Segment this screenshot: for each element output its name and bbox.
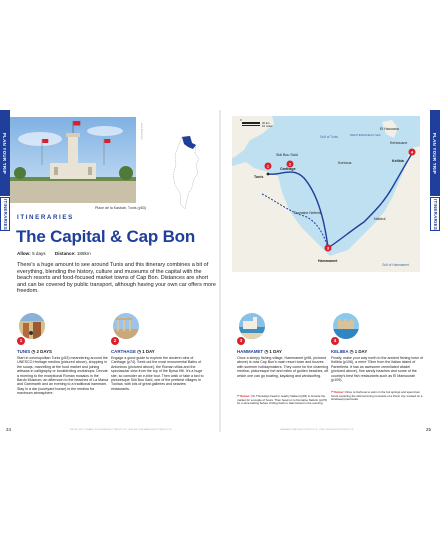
photo-credit-text: SHUTTERSTOCK	[140, 123, 142, 140]
map-town-label: Korbous	[338, 161, 352, 165]
stop-3-heading	[237, 349, 282, 355]
detour-text: Drive to Korbous to swim in the hot springs and spend two hours exploring the wild surviving remnants of a Punic city, located on a windswept peninsula.	[331, 390, 423, 401]
hero-caption: Place de la Kasbah, Tunis (p53)	[95, 206, 146, 210]
stop-name: TUNIS	[17, 349, 31, 354]
distance-value: 188km	[76, 251, 91, 256]
stop-3-body: Once a sleepy fishing village, Hammamet (p96, pictured above) is now Cap Bon's main resort town and buzzes with summer holidaymakers. They come for the charming medina, picturesque fort and miles of golden beaches, off which one can go boating, kayaking and windsurfing.	[237, 356, 329, 378]
map-town-label: Nabeul	[374, 217, 386, 221]
stop-3-detour	[237, 395, 329, 406]
map-water-label: MEDITERRANEAN SEA	[350, 133, 381, 137]
side-tab-plan-your-trip-right	[430, 110, 440, 196]
stop-2-body: Engage a good guide to explore the ancient ruins of Carthage (p74). Seek out the most monumental Baths of Antoninus (pictured above), the Roman villas and the spectacular view from the top of the Byrsa Hill. It's a huge site, so consider an e-bike tour. Then walk or take a taxi to picturesque Sidi Bou Saïd, one of the prettiest villages in Tunisia, with lots of great galleries and seaview restaurants.	[111, 356, 204, 391]
map-stop-marker: 2	[288, 161, 292, 167]
map-stop-marker: 4	[410, 149, 414, 155]
map-town-label: Hammamet	[318, 259, 338, 263]
hammamet-photo	[239, 313, 265, 339]
tunisia-locator-map	[168, 135, 204, 213]
hero-photo	[10, 117, 136, 203]
stop-duration: 1 DAY	[142, 349, 155, 354]
side-tab-itineraries-right	[430, 197, 440, 231]
section-eyebrow: ITINERARIES	[17, 214, 74, 221]
map-scale-zero: 0	[240, 118, 242, 122]
page-title: The Capital & Cap Bon	[16, 227, 196, 246]
stop-number: 3	[239, 338, 243, 343]
map-town-label: Domaine Neferis	[294, 211, 321, 215]
side-tab-itineraries	[0, 197, 10, 231]
clock-icon: ◷	[349, 349, 354, 354]
stop-1-pin	[17, 337, 25, 345]
stop-1-heading	[17, 349, 52, 355]
map-scale-mi: 10 miles	[262, 124, 273, 128]
map-town-label: Kelibia	[392, 159, 404, 163]
stop-4-detour	[331, 391, 425, 402]
clock-icon: ◷	[31, 349, 36, 354]
side-tab-label: PLAN YOUR TRIP	[432, 132, 438, 174]
kelibia-photo	[333, 313, 359, 339]
stop-duration: 2 DAYS	[36, 349, 52, 354]
book-spine	[219, 110, 221, 432]
stop-name: KELIBIA	[331, 349, 349, 354]
detour-label: Detour:	[334, 390, 345, 394]
footer-credits-left: FROM LEFT: FRANK FISCHER/SHUTTERSTOCK; NIKLAS SCHWARZ/SHUTTERSTOCK	[70, 429, 172, 431]
side-tab-label: ITINERARIES	[3, 198, 9, 230]
stop-4-heading	[331, 349, 367, 355]
page-number-right: 25	[426, 427, 431, 432]
detour-icon: ↶	[237, 394, 240, 398]
stop-3-pin	[237, 337, 245, 345]
side-tab-label: ITINERARIES	[433, 198, 439, 230]
distance-label: Distance:	[54, 251, 76, 256]
stop-4-body: Finally, make your way north to the ancient fishing town of Kelibia (p106), a mere 70km from the Italian island of Pantelleria. It has an awesome crenellated citadel (pictured above), fine sandy beaches and some of the country's best fish restaurants such as El Mansourah (p109).	[331, 356, 424, 383]
route-map	[232, 116, 420, 272]
map-town-label: Carthage	[280, 167, 296, 171]
stop-number: 4	[333, 338, 337, 343]
side-tab-label: PLAN YOUR TRIP	[2, 132, 8, 174]
stop-4-pin	[331, 337, 339, 345]
stop-2-heading	[111, 349, 155, 355]
map-town-label: Kerkouane	[390, 141, 408, 145]
clock-icon: ◷	[264, 349, 269, 354]
map-stop-marker: 3	[326, 245, 330, 251]
carthage-photo	[113, 313, 139, 339]
allow-value: 5 days	[32, 251, 46, 256]
map-scale-km: 20 km	[262, 121, 270, 125]
stop-number: 2	[113, 338, 117, 343]
stop-duration: 1 DAY	[354, 349, 368, 354]
stop-number: 1	[19, 338, 23, 343]
page-number-left: 24	[6, 427, 11, 432]
side-tab-plan-your-trip	[0, 110, 10, 196]
stop-1-body: Start in cosmopolitan Tunis (p53) meandering around the UNESCO Heritage medina (pictured above), shopping in the souqs, marvelling at the food market and joining artisans in calligraphy or bookbinding workshops. Devote a morning to the exceptional Roman mosaics in the Bardo Museum; an afternoon to the beaches of La Marsa and Gammarth and an evening to a traditional hammam. Stay in a dar (courtyard house) in the medina for maximum atmosphere.	[17, 356, 109, 396]
detour-text: On Thursdays head to nearby Nabeul (p93) to browse the market for a couple of hours. Then head on to Domaine Neferis (p170) for a wine-tasting before circling back to Hammamet in the evening.	[237, 394, 328, 405]
clock-icon: ◷	[137, 349, 141, 354]
map-town-label: Tunis	[254, 175, 264, 179]
photo-credit	[138, 123, 142, 153]
tunis-photo	[19, 313, 45, 339]
allow-label: Allow:	[17, 251, 31, 256]
map-water-label: Gulf of Hammamet	[382, 263, 409, 267]
detour-icon: ↶	[331, 390, 334, 394]
stop-name: HAMMAMET	[237, 349, 264, 354]
map-town-label: Sidi Bou Saïd	[276, 153, 298, 157]
stop-duration: 1 DAY	[269, 349, 282, 354]
footer-credits-right: DREAMSTIME/SHUTTERSTOCK; ZHIS ZHUK/SHUTTERSTOCK	[280, 429, 354, 431]
map-water-label: Gulf of Tunis	[320, 135, 338, 139]
stop-2-pin	[111, 337, 119, 345]
map-stop-marker: 1	[266, 163, 270, 169]
map-town-label: El Haouaria	[380, 127, 399, 131]
stop-name: CARTHAGE	[111, 349, 136, 354]
detour-label: Detour:	[240, 394, 251, 398]
intro-paragraph: There's a huge amount to see around Tunis and this itinerary combines a bit of everything, blending the history, culture and museums of the capital with the beach resorts and food-focused market towns of Cap Bon. Distances are short and can be covered by public transport, although having your own car offers more freedom.	[17, 262, 216, 295]
trip-meta	[17, 251, 91, 256]
